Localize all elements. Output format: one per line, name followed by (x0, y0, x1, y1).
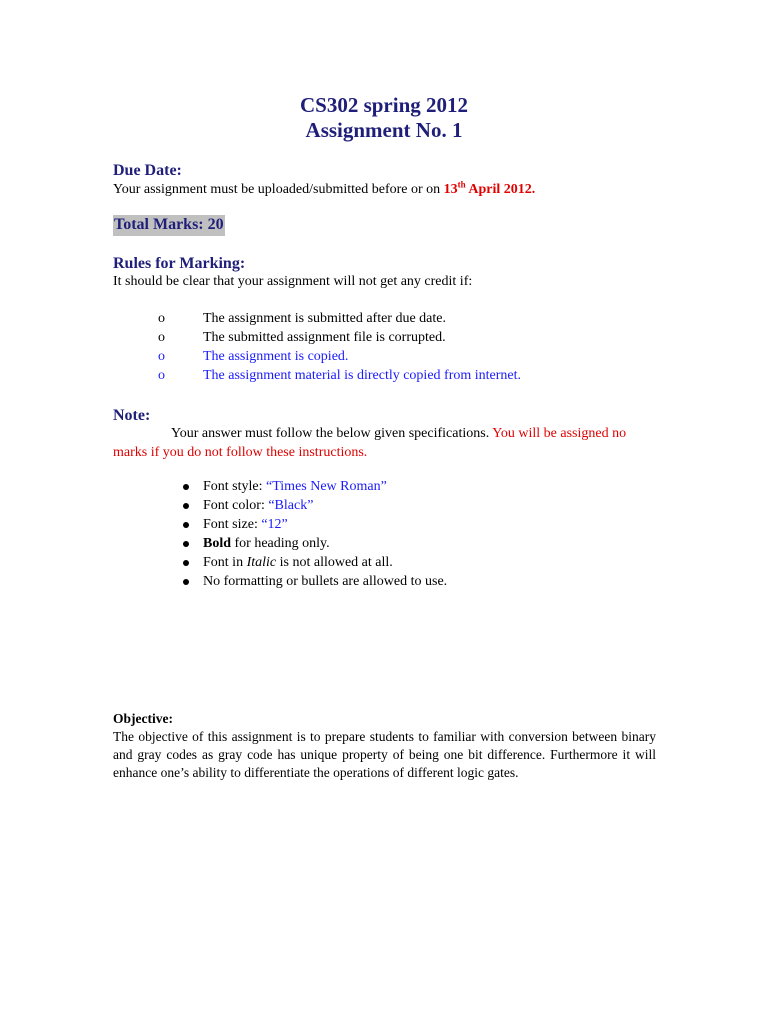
due-month-year: April 2012. (465, 182, 536, 197)
spec-value: “12” (261, 517, 288, 532)
spec-label: Font size: (203, 517, 262, 532)
note-text: Your answer must follow the below given specifications. (171, 426, 493, 441)
rule-text: The assignment is copied. (203, 349, 349, 364)
spec-bold (203, 535, 330, 553)
bullet-dot (183, 522, 189, 528)
spec-bold-word: Bold (203, 536, 232, 551)
spec-value: “Black” (268, 498, 314, 513)
rule-text: The submitted assignment file is corrupted. (203, 330, 446, 345)
spec-text: Font in (203, 555, 247, 570)
total-marks: Total Marks: 20 (113, 215, 225, 236)
bullet: o (158, 311, 165, 326)
objective-paragraph: The objective of this assignment is to prepare students to familiar with conversion between binary and gray codes as gray code has unique property of being one bit difference. Furthermore it will enhance one’s ability to differentiate the operations of different logic gates. (113, 729, 656, 780)
note-paragraph (113, 424, 658, 462)
rules-heading: Rules for Marking: (113, 255, 246, 272)
spec-text: is not allowed at all. (276, 555, 393, 570)
objective-heading: Objective: (113, 711, 173, 726)
due-day: 13 (443, 182, 458, 197)
due-date-text: Your assignment must be uploaded/submitted before or on (113, 182, 444, 197)
due-date-line (113, 181, 535, 199)
rule-text: The assignment material is directly copied from internet. (203, 368, 522, 383)
spec-text: for heading only. (231, 536, 330, 551)
spec-label: Font style: (203, 479, 267, 494)
course-title: CS302 spring 2012 (299, 93, 469, 117)
spec-font-style (203, 478, 387, 496)
spec-label: Font color: (203, 498, 269, 513)
spec-font-size (203, 516, 288, 534)
bullet-dot (183, 541, 189, 547)
bullet-dot (183, 484, 189, 490)
spec-no-formatting: No formatting or bullets are allowed to use. (203, 574, 448, 589)
rules-intro: It should be clear that your assignment will not get any credit if: (113, 274, 473, 289)
bullet-dot (183, 503, 189, 509)
spec-font-color (203, 497, 313, 515)
spec-value: “Times New Roman” (266, 479, 387, 494)
spec-italic (203, 554, 393, 572)
note-heading: Note: (113, 407, 151, 424)
due-date-heading: Due Date: (113, 162, 182, 179)
assignment-title: Assignment No. 1 (305, 118, 463, 142)
note-warning: You will be assigned no marks if you do not follow these instructions. (113, 426, 627, 460)
due-date-value (443, 179, 536, 197)
bullet-dot (183, 579, 189, 585)
bullet: o (158, 349, 165, 364)
bullet: o (158, 368, 165, 383)
due-day-suffix: th (457, 179, 466, 190)
rule-text: The assignment is submitted after due date. (203, 311, 446, 326)
bullet: o (158, 330, 165, 345)
spec-italic-word: Italic (246, 555, 277, 570)
bullet-dot (183, 560, 189, 566)
